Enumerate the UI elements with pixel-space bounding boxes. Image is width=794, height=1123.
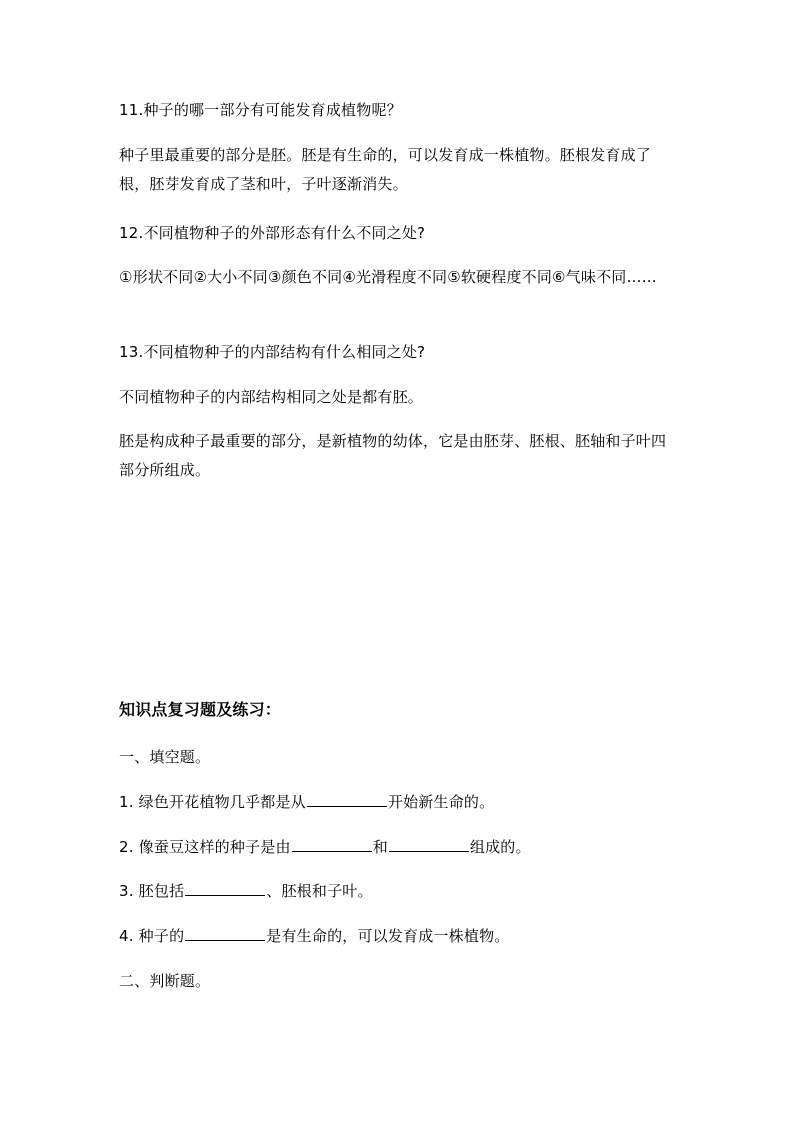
- fill-3-blank[interactable]: [185, 880, 265, 896]
- true-false-title: 二、判断题。: [119, 972, 211, 990]
- fill-1-blank[interactable]: [307, 791, 387, 807]
- question-13: 13.不同植物种子的内部结构有什么相同之处?: [119, 343, 426, 361]
- fill-2-text-a: 2. 像蚕豆这样的种子是由: [119, 838, 291, 856]
- fill-2-blank-1[interactable]: [292, 836, 372, 852]
- review-heading: 知识点复习题及练习：: [119, 700, 282, 719]
- fill-question-2: [119, 833, 679, 862]
- fill-question-1: [119, 788, 679, 817]
- fill-4-text-b: 是有生命的，可以发育成一株植物。: [266, 927, 510, 945]
- fill-2-blank-2[interactable]: [389, 836, 469, 852]
- fill-1-text-b: 开始新生命的。: [387, 793, 495, 811]
- question-11: 11.种子的哪一部分有可能发育成植物呢？: [119, 101, 402, 119]
- answer-13-line1: 不同植物种子的内部结构相同之处是都有胚。: [119, 388, 424, 406]
- answer-11: 种子里最重要的部分是胚。胚是有生命的，可以发育成一株植物。胚根发育成了根，胚芽发育成了茎和叶，子叶逐渐消失。: [119, 146, 652, 193]
- fill-question-3: [119, 877, 679, 906]
- fill-question-4: [119, 922, 679, 951]
- fill-4-blank[interactable]: [185, 925, 265, 941]
- fill-in-title: 一、填空题。: [119, 748, 211, 766]
- question-12: 12.不同植物种子的外部形态有什么不同之处?: [119, 224, 426, 242]
- fill-1-text-a: 1. 绿色开花植物几乎都是从: [119, 793, 306, 811]
- fill-3-text-b: 、胚根和子叶。: [266, 882, 373, 900]
- answer-12: ①形状不同②大小不同③颜色不同④光滑程度不同⑤软硬程度不同⑥气味不同……: [119, 268, 657, 286]
- answer-13-line2: 胚是构成种子最重要的部分，是新植物的幼体，它是由胚芽、胚根、胚轴和子叶四部分所组成。: [119, 432, 667, 479]
- fill-2-text-c: 组成的。: [469, 838, 531, 856]
- fill-4-text-a: 4. 种子的: [119, 927, 185, 945]
- fill-3-text-a: 3. 胚包括: [119, 882, 185, 900]
- fill-2-text-b: 和: [372, 838, 388, 856]
